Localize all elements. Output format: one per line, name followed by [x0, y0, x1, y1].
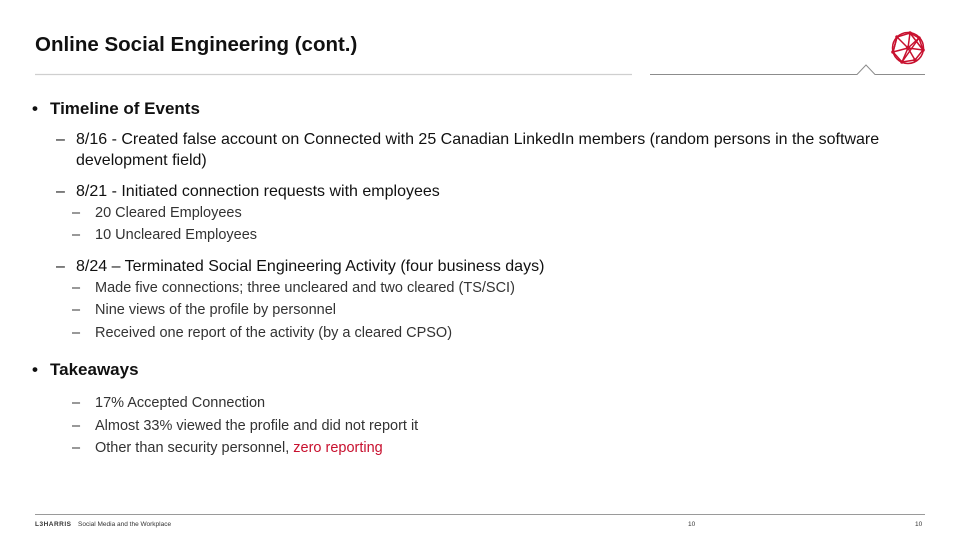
dash: – [72, 418, 81, 434]
slide-title: Online Social Engineering (cont.) [35, 33, 358, 56]
timeline-subitem [72, 227, 257, 243]
takeaway-item [72, 418, 418, 434]
timeline-entry [56, 181, 926, 202]
dash: – [56, 131, 65, 148]
timeline-subitem-text: 10 Uncleared Employees [95, 227, 258, 243]
timeline-entry [56, 256, 926, 277]
takeaway-item-text: Other than security personnel, [95, 440, 294, 456]
dash: – [72, 227, 81, 243]
timeline-heading-text: Timeline of Events [50, 99, 200, 118]
timeline-subitem-text: Received one report of the activity (by a cleared CPSO) [95, 325, 453, 341]
globe-network-icon [888, 28, 928, 68]
dash: – [72, 325, 81, 341]
dash: – [72, 302, 81, 318]
timeline-subitem-text: 20 Cleared Employees [95, 205, 242, 221]
takeaway-item [72, 395, 265, 411]
timeline-entry-text: 8/16 - Created false account on Connected with 25 Canadian LinkedIn members (random persons in the software development field) [76, 131, 880, 169]
dash: – [72, 440, 81, 456]
takeaways-heading-text: Takeaways [50, 360, 139, 379]
timeline-heading [32, 99, 200, 119]
dash: – [56, 183, 65, 200]
zero-reporting-highlight: zero reporting [293, 440, 383, 456]
takeaway-item-text: 17% Accepted Connection [95, 395, 266, 411]
takeaway-item [72, 440, 383, 456]
timeline-subitem [72, 205, 242, 221]
timeline-subitem-text: Nine views of the profile by personnel [95, 302, 336, 318]
footer-page-number-center: 10 [688, 521, 696, 528]
dash: – [72, 395, 81, 411]
header-rule [0, 0, 960, 90]
takeaway-item-text: Almost 33% viewed the profile and did not report it [95, 418, 419, 434]
timeline-subitem [72, 280, 515, 296]
timeline-entry-text: 8/21 - Initiated connection requests with employees [76, 183, 440, 200]
footer-subtitle: Social Media and the Workplace [78, 521, 172, 528]
dash: – [72, 205, 81, 221]
takeaways-heading [32, 360, 139, 380]
timeline-entry [56, 129, 926, 171]
dash: – [56, 258, 65, 275]
dash: – [72, 280, 81, 296]
footer-rule [35, 514, 925, 515]
timeline-entry-text: 8/24 – Terminated Social Engineering Activity (four business days) [76, 258, 545, 275]
timeline-subitem [72, 325, 452, 341]
footer-page-number-right: 10 [915, 521, 923, 528]
footer-brand: L3HARRIS [35, 521, 72, 528]
bullet: • [32, 360, 38, 379]
bullet: • [32, 99, 38, 118]
timeline-subitem-text: Made five connections; three uncleared and two cleared (TS/SCI) [95, 280, 515, 296]
timeline-subitem [72, 302, 336, 318]
